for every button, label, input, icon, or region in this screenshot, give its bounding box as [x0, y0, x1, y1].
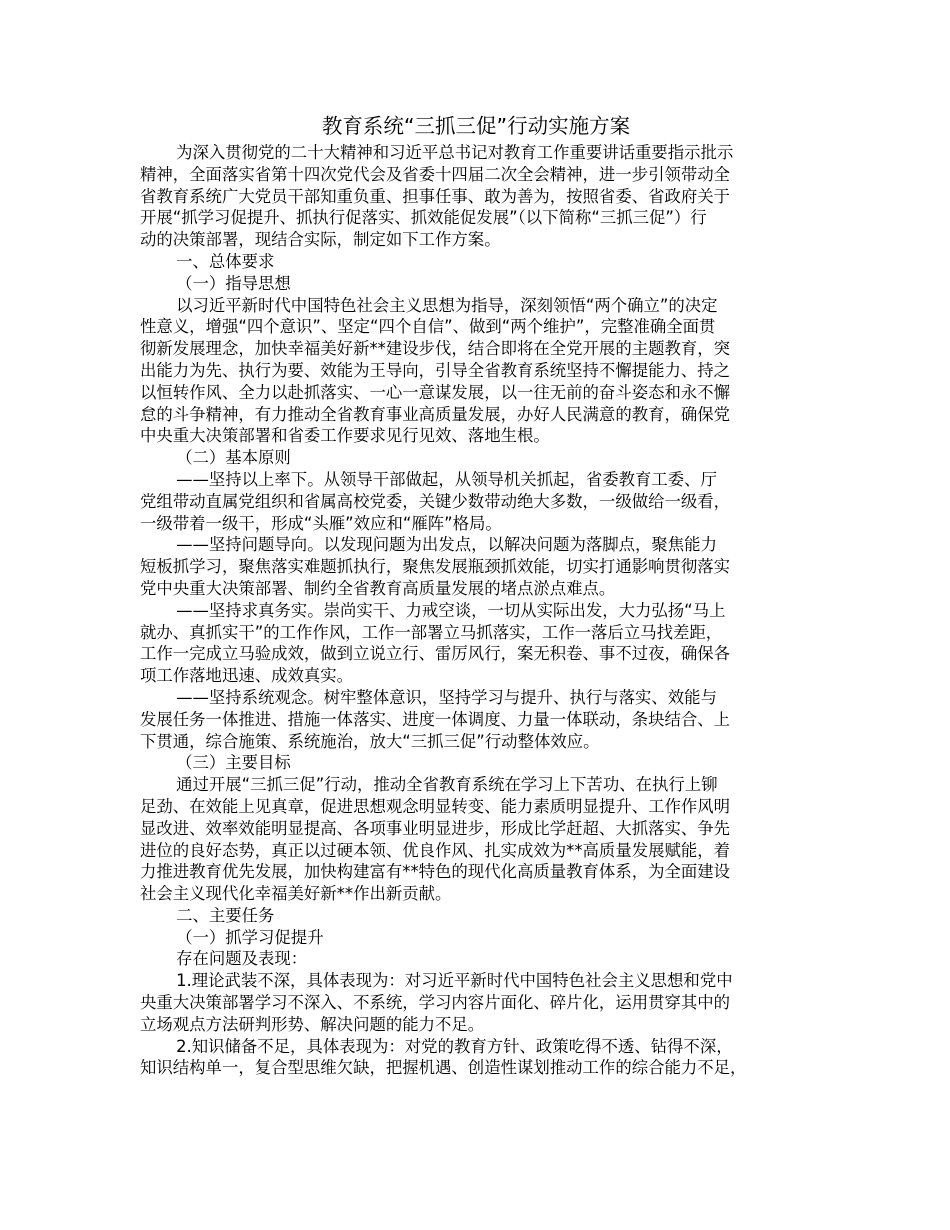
paragraph-line: 省教育系统广大党员干部知重负重、担事任事、敢为善为，按照省委、省政府关于 — [140, 186, 731, 206]
paragraph-line: 精神，全面落实省第十四次党代会及省委十四届二次全会精神，进一步引领带动全 — [140, 164, 731, 184]
paragraph-line: 党中央重大决策部署、制约全省教育高质量发展的堵点淤点难点。 — [140, 578, 616, 598]
section-heading: 存在问题及表现： — [176, 949, 308, 969]
paragraph-line: 知识结构单一，复合型思维欠缺，把握机遇、创造性谋划推动工作的综合能力不足， — [140, 1058, 747, 1078]
paragraph — [140, 687, 812, 752]
document-title: 教育系统“三抓三促”行动实施方案 — [321, 114, 631, 138]
paragraph — [140, 970, 812, 1035]
paragraph-line: 短板抓学习，聚焦落实难题抓执行，聚焦发展瓶颈抓效能，切实打通影响贯彻落实 — [140, 557, 731, 577]
paragraph-line: 党组带动直属党组织和省属高校党委，关键少数带动绝大多数，一级做给一级看， — [140, 491, 731, 511]
paragraph-line: 显改进、效率效能明显提高、各项事业明显进步，形成比学赶超、大抓落实、争先 — [140, 818, 731, 838]
paragraph-line: 为深入贯彻党的二十大精神和习近平总书记对教育工作重要讲话重要指示批示 — [176, 143, 734, 162]
section-heading: 二、主要任务 — [176, 905, 275, 925]
paragraph-line: 社会主义现代化幸福美好新**作出新贡献。 — [140, 884, 452, 904]
paragraph — [140, 142, 812, 251]
paragraph-line: 一级带着一级干，形成“头雁”效应和“雁阵”格局。 — [140, 513, 502, 533]
paragraph-line: 下贯通，综合施策、系统施治，放大“三抓三促”行动整体效应。 — [140, 731, 600, 751]
section-heading: （三）主要目标 — [176, 753, 291, 773]
paragraph-line: 工作一完成立马验成效，做到立说立行、雷厉风行，案无积卷、事不过夜，确保各 — [140, 644, 731, 664]
paragraph-line: 以恒转作风、全力以赴抓落实、一心一意谋发展，以一往无前的奋斗姿态和永不懈 — [140, 382, 731, 402]
paragraph-line: ——坚持问题导向。以发现问题为出发点，以解决问题为落脚点，聚焦能力 — [176, 535, 717, 555]
paragraph-line: ——坚持系统观念。树牢整体意识，坚持学习与提升、执行与落实、效能与 — [176, 687, 717, 707]
section-heading: （一）指导思想 — [176, 273, 291, 293]
section-heading: 一、总体要求 — [176, 251, 275, 271]
paragraph — [140, 774, 812, 905]
paragraph-line: 动的决策部署，现结合实际，制定如下工作方案。 — [140, 230, 501, 250]
paragraph — [140, 600, 812, 687]
paragraph-line: 项工作落地迅速、成效真实。 — [140, 666, 354, 686]
paragraph-line: 足劲、在效能上见真章，促进思想观念明显转变、能力素质明显提升、工作作风明 — [140, 796, 731, 816]
paragraph-line: 出能力为先、执行为要、效能为王导向，引导全省教育系统坚持不懈提能力、持之 — [140, 360, 731, 380]
paragraph-line: 立场观点方法研判形势、解决问题的能力不足。 — [140, 1014, 485, 1034]
paragraph-line: 2.知识储备不足，具体表现为：对党的教育方针、政策吃得不透、钻得不深， — [176, 1036, 733, 1056]
section-heading: （二）基本原则 — [176, 448, 291, 468]
paragraph-line: 发展任务一体推进、措施一体落实、进度一体调度、力量一体联动，条块结合、上 — [140, 709, 731, 729]
paragraph — [140, 534, 812, 599]
paragraph — [140, 1036, 812, 1080]
paragraph-line: 通过开展“三抓三促”行动，推动全省教育系统在学习上下苦功、在执行上铆 — [176, 775, 718, 795]
paragraph — [140, 295, 812, 448]
paragraph-line: 中央重大决策部署和省委工作要求见行见效、落地生根。 — [140, 426, 550, 446]
paragraph-line: 怠的斗争精神，有力推动全省教育事业高质量发展，办好人民满意的教育，确保党 — [140, 404, 731, 424]
paragraph-line: 央重大决策部署学习不深入、不系统，学习内容片面化、碎片化，运用贯穿其中的 — [140, 993, 731, 1013]
paragraph-line: ——坚持求真务实。崇尚实干、力戒空谈，一切从实际出发，大力弘扬“马上 — [176, 600, 726, 620]
paragraph-line: ——坚持以上率下。从领导干部做起，从领导机关抓起，省委教育工委、厅 — [176, 469, 717, 489]
document-body — [140, 110, 812, 1079]
section-heading: （一）抓学习促提升 — [176, 927, 324, 947]
paragraph-line: 力推进教育优先发展，加快构建富有**特色的现代化高质量教育体系，为全面建设 — [140, 862, 731, 882]
paragraph-line: 以习近平新时代中国特色社会主义思想为指导，深刻领悟“两个确立”的决定 — [176, 295, 718, 315]
paragraph — [140, 469, 812, 534]
document-content — [140, 142, 812, 1079]
paragraph-line: 就办、真抓实干”的工作作风，工作一部署立马抓落实，工作一落后立马找差距， — [140, 622, 723, 642]
paragraph-line: 性意义，增强“四个意识”、坚定“四个自信”、做到“两个维护”，完整准确全面贯 — [140, 317, 716, 337]
paragraph-line: 1.理论武装不深，具体表现为：对习近平新时代中国特色社会主义思想和党中 — [176, 971, 733, 991]
paragraph-line: 开展“抓学习促提升、抓执行促落实、抓效能促发展”（以下简称“三抓三促”）行 — [140, 208, 707, 228]
paragraph-line: 彻新发展理念，加快幸福美好新**建设步伐，结合即将在全党开展的主题教育，突 — [140, 339, 731, 359]
paragraph-line: 进位的良好态势，真正以过硬本领、优良作风、扎实成效为**高质量发展赋能，着 — [140, 840, 731, 860]
